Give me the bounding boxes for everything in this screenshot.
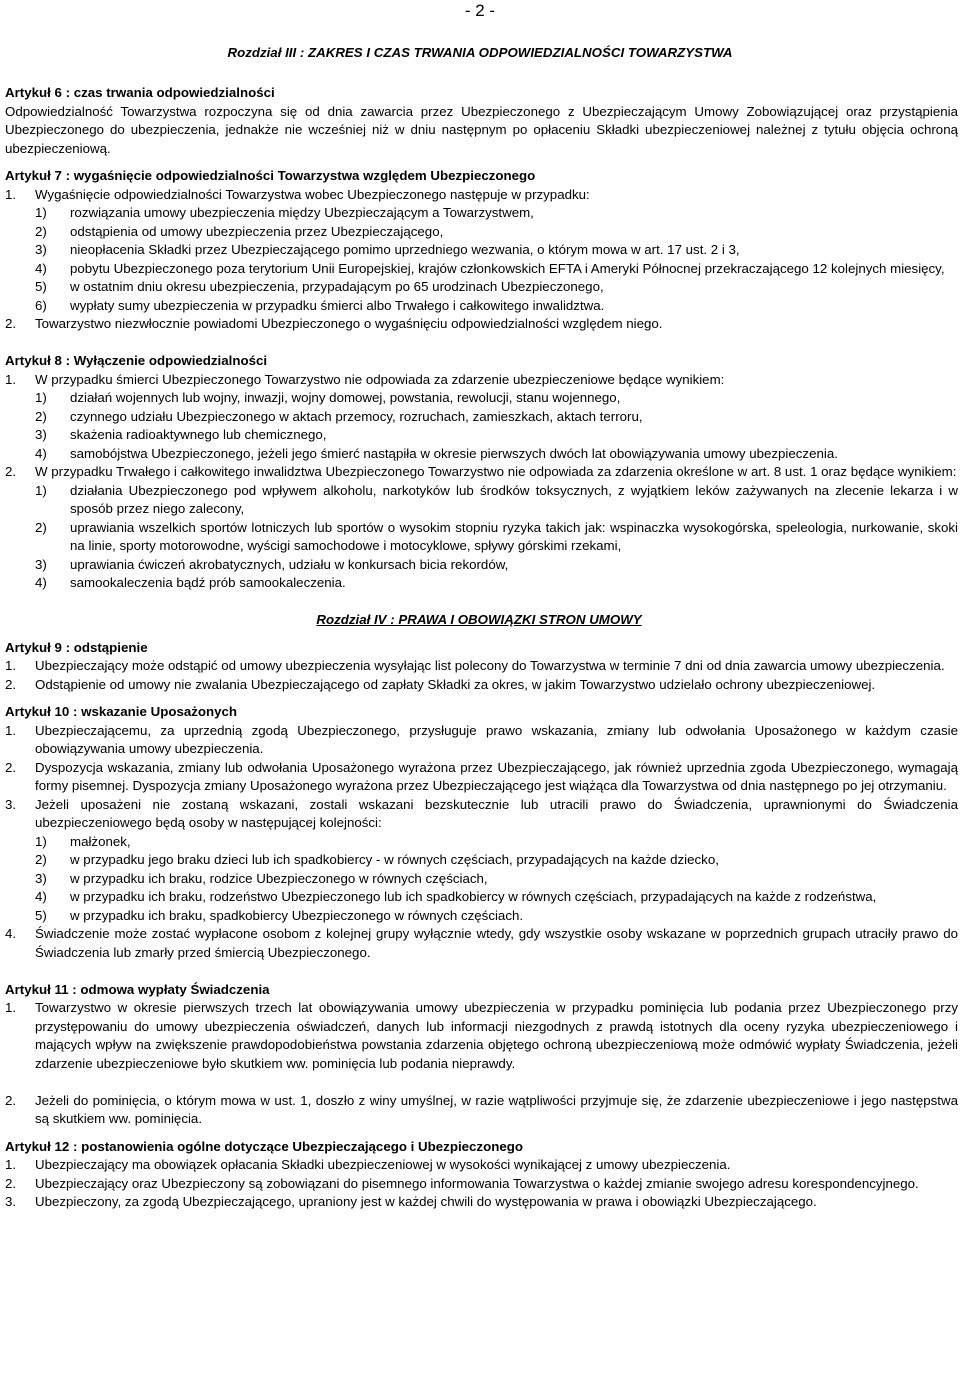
para-text: W przypadku Trwałego i całkowitego inwalidztwa Ubezpieczonego Towarzystwo nie odpowiada za zdarzenia określone w art. 8 ust. 1 oraz będące wynikiem: bbox=[35, 464, 957, 479]
para-number: 2. bbox=[5, 464, 17, 479]
para-text: W przypadku śmierci Ubezpieczonego Towarzystwo nie odpowiada za zdarzenie ubezpieczeniowe będące wynikiem: bbox=[35, 371, 725, 387]
article-12-para-3 bbox=[5, 1193, 958, 1212]
para-number: 1. bbox=[5, 1000, 17, 1015]
list-item bbox=[35, 833, 958, 852]
para-number: 3. bbox=[5, 1194, 17, 1209]
article-10-title: Artykuł 10 : wskazanie Uposażonych bbox=[5, 704, 238, 719]
item-text: uprawiania ćwiczeń akrobatycznych, udziału w konkursach bicia rekordów, bbox=[70, 556, 509, 572]
para-text: Odstąpienie od umowy nie zwalania Ubezpieczającego od zapłaty Składki za okres, w jakim Towarzystwo udzielało ochrony ubezpieczeniowej. bbox=[35, 676, 876, 692]
item-number: 5) bbox=[35, 907, 47, 923]
item-text: odstąpienia od umowy ubezpieczenia przez Ubezpieczającego, bbox=[70, 223, 444, 239]
item-number: 1) bbox=[35, 205, 47, 220]
list-item bbox=[35, 389, 958, 408]
para-text: Jeżeli do pominięcia, o którym mowa w ust. 1, doszło z winy umyślnej, w razie wątpliwości przyjmuje się, że zdarzenie ubezpieczeniowe i jego następstwa są skutkiem ww. pominięcia. bbox=[35, 1092, 958, 1126]
para-text: Wygaśnięcie odpowiedzialności Towarzystwa wobec Ubezpieczonego następuje w przypadku: bbox=[35, 186, 590, 202]
list-item bbox=[35, 260, 958, 279]
para-number: 1. bbox=[5, 1157, 17, 1172]
item-text: małżonek, bbox=[70, 833, 131, 849]
para-number: 1. bbox=[5, 722, 17, 738]
para-number: 2. bbox=[5, 759, 17, 775]
para-text: Ubezpieczającemu, za uprzednią zgodą Ubezpieczonego, przysługuje prawo wskazania, zmiany lub odwołania Uposażonego w każdym czasie obowiązywania umowy ubezpieczenia. bbox=[35, 722, 958, 756]
list-item bbox=[35, 426, 958, 445]
list-item bbox=[35, 482, 958, 519]
item-text: działania Ubezpieczonego pod wpływem alkoholu, narkotyków lub środków toksycznych, z wyjątkiem leków zażywanych na zlecenie lekarza i w sposób przez niego zalecony, bbox=[70, 482, 958, 516]
list-item bbox=[35, 241, 958, 260]
list-item bbox=[35, 870, 958, 889]
list-item bbox=[35, 888, 958, 907]
item-text: pobytu Ubezpieczonego poza terytorium Unii Europejskiej, krajów członkowskich EFTA i Ameryki Północnej przekraczającego 12 kolejnych miesięcy, bbox=[70, 260, 945, 276]
para-number: 2. bbox=[5, 1092, 17, 1108]
article-10-para-4 bbox=[5, 925, 958, 962]
item-text: działań wojennych lub wojny, inwazji, wojny domowej, powstania, rewolucji, stanu wojennego, bbox=[70, 390, 621, 405]
item-text: w ostatnim dniu okresu ubezpieczenia, przypadającym po 65 urodzinach Ubezpieczonego, bbox=[70, 279, 604, 294]
article-10-para-1 bbox=[5, 722, 958, 759]
para-number: 2. bbox=[5, 676, 17, 692]
article-6-title: Artykuł 6 : czas trwania odpowiedzialności bbox=[5, 85, 275, 100]
item-number: 1) bbox=[35, 482, 47, 498]
item-number: 2) bbox=[35, 852, 47, 867]
item-text: w przypadku ich braku, spadkobiercy Ubezpieczonego w równych częściach. bbox=[70, 907, 524, 923]
para-number: 1. bbox=[5, 186, 17, 202]
article-8-title: Artykuł 8 : Wyłączenie odpowiedzialności bbox=[5, 353, 268, 368]
item-text: rozwiązania umowy ubezpieczenia między Ubezpieczającym a Towarzystwem, bbox=[70, 205, 534, 220]
article-9-para-1 bbox=[5, 657, 958, 676]
list-item bbox=[35, 204, 958, 223]
article-8-para-1 bbox=[5, 371, 958, 390]
item-number: 1) bbox=[35, 390, 47, 405]
para-number: 1. bbox=[5, 658, 17, 673]
para-text: Ubezpieczony, za zgodą Ubezpieczającego, upraniony jest w każdej chwili do występowania w prawa i obowiązki Ubezpieczającego. bbox=[35, 1194, 817, 1209]
item-text: wypłaty sumy ubezpieczenia w przypadku śmierci albo Trwałego i całkowitego inwalidztwa. bbox=[70, 297, 605, 313]
item-number: 5) bbox=[35, 279, 47, 294]
item-text: nieopłacenia Składki przez Ubezpieczającego pomimo uprzedniego wezwania, o którym mowa w art. 17 ust. 2 i 3, bbox=[70, 242, 740, 257]
item-text: uprawiania wszelkich sportów lotniczych lub sportów o wysokim stopniu ryzyka takich jak: wspinaczka wysokogórska, speleologia, nurkowanie, skoki na linie, sporty motorowodne, wyścigi samochodowe i motocyklowe, spływy górskimi rzekami, bbox=[70, 519, 958, 553]
item-number: 3) bbox=[35, 242, 47, 257]
item-number: 2) bbox=[35, 519, 47, 535]
para-text: Towarzystwo niezwłocznie powiadomi Ubezpieczonego o wygaśnięciu odpowiedzialności względem niego. bbox=[35, 316, 663, 331]
item-number: 4) bbox=[35, 889, 47, 904]
item-number: 4) bbox=[35, 575, 47, 590]
article-9-para-2 bbox=[5, 676, 958, 695]
article-6-text: Odpowiedzialność Towarzystwa rozpoczyna się od dnia zawarcia przez Ubezpieczonego z Ubezpieczającym Umowy Zobowiązującej oraz przystąpienia Ubezpieczonego do ubezpieczenia, jednakże nie wcześniej niż w dniu następnym po opłaceniu Składki ubezpieczeniowej należnej z tytułu objęcia ochroną ubezpieczeniową. bbox=[5, 103, 958, 156]
article-7-title: Artykuł 7 : wygaśnięcie odpowiedzialności Towarzystwa względem Ubezpieczonego bbox=[5, 168, 536, 183]
list-item bbox=[35, 445, 958, 464]
item-number: 2) bbox=[35, 223, 47, 239]
para-number: 4. bbox=[5, 926, 17, 941]
para-number: 2. bbox=[5, 316, 17, 331]
list-item bbox=[35, 278, 958, 297]
list-item bbox=[35, 907, 958, 926]
article-11-para-1 bbox=[5, 999, 958, 1073]
item-text: w przypadku ich braku, rodzeństwo Ubezpieczonego lub ich spadkobiercy w równych częściach, przypadających na każde z rodzeństwa, bbox=[70, 889, 877, 904]
article-12-title: Artykuł 12 : postanowienia ogólne dotyczące Ubezpieczającego i Ubezpieczonego bbox=[5, 1138, 523, 1154]
item-text: w przypadku jego braku dzieci lub ich spadkobiercy - w równych częściach, przypadających na każde dziecko, bbox=[70, 852, 719, 867]
list-item bbox=[35, 297, 958, 316]
page-number: - 2 - bbox=[464, 1, 496, 20]
item-number: 2) bbox=[35, 408, 47, 424]
chapter-3-title: Rozdział III : ZAKRES I CZAS TRWANIA ODPOWIEDZIALNOŚCI TOWARZYSTWA bbox=[227, 45, 733, 60]
item-number: 1) bbox=[35, 833, 47, 849]
para-text: Ubezpieczający oraz Ubezpieczony są zobowiązani do pisemnego informowania Towarzystwa o każdej zmianie swojego adresu korespondencyjnego. bbox=[35, 1175, 919, 1191]
item-text: w przypadku ich braku, rodzice Ubezpieczonego w równych częściach, bbox=[70, 870, 488, 886]
para-text: Świadczenie może zostać wypłacone osobom z kolejnej grupy wyłącznie wtedy, gdy wszystkie osoby wskazane w poprzednich grupach utraciły prawo do Świadczenia lub zmarły przed śmiercią Ubezpieczonego. bbox=[35, 926, 958, 960]
article-10-para-2 bbox=[5, 759, 958, 796]
item-number: 3) bbox=[35, 870, 47, 886]
article-8-para-2 bbox=[5, 463, 958, 482]
para-number: 3. bbox=[5, 796, 17, 812]
article-9-title: Artykuł 9 : odstąpienie bbox=[5, 639, 148, 655]
chapter-4-title: Rozdział IV : PRAWA I OBOWIĄZKI STRON UMOWY bbox=[316, 612, 642, 627]
item-number: 3) bbox=[35, 427, 47, 442]
article-10-para-3 bbox=[5, 796, 958, 833]
document-body bbox=[5, 84, 958, 1212]
article-12-para-2 bbox=[5, 1175, 958, 1194]
article-11-title: Artykuł 11 : odmowa wypłaty Świadczenia bbox=[5, 981, 270, 997]
item-text: skażenia radioaktywnego lub chemicznego, bbox=[70, 427, 327, 442]
list-item bbox=[35, 408, 958, 427]
para-number: 1. bbox=[5, 371, 17, 387]
item-number: 4) bbox=[35, 260, 47, 276]
item-number: 4) bbox=[35, 445, 47, 461]
list-item bbox=[35, 556, 958, 575]
para-text: Dyspozycja wskazania, zmiany lub odwołania Uposażonego wyrażona przez Ubezpieczającego, jak również uprzednia zgoda Ubezpieczonego, wymagają formy pisemnej. Dyspozycja zmiany Uposażonego wyrażona przez Ubezpieczającego jest wiążąca dla Towarzystwa od dnia następnego po jej otrzymaniu. bbox=[35, 759, 958, 793]
list-item bbox=[35, 519, 958, 556]
article-12-para-1 bbox=[5, 1156, 958, 1175]
para-text: Ubezpieczający może odstąpić od umowy ubezpieczenia wysyłając list polecony do Towarzystwa w terminie 7 dni od dnia zawarcia umowy ubezpieczenia. bbox=[35, 658, 945, 673]
para-text: Jeżeli uposażeni nie zostaną wskazani, zostali wskazani bezskutecznie lub utracili prawo do Świadczenia, uprawnionymi do Świadczenia ubezpieczeniowego będą osoby w następującej kolejności: bbox=[35, 796, 958, 830]
article-11-para-2 bbox=[5, 1092, 958, 1129]
item-text: samobójstwa Ubezpieczonego, jeżeli jego śmierć nastąpiła w okresie pierwszych dwóch lat obowiązywania umowy ubezpieczenia. bbox=[70, 445, 838, 461]
list-item bbox=[35, 223, 958, 242]
article-7-para-1 bbox=[5, 186, 958, 205]
item-number: 6) bbox=[35, 297, 47, 313]
item-number: 3) bbox=[35, 556, 47, 572]
list-item bbox=[35, 851, 958, 870]
item-text: czynnego udziału Ubezpieczonego w aktach przemocy, rozruchach, zamieszkach, aktach terroru, bbox=[70, 408, 643, 424]
list-item bbox=[35, 574, 958, 593]
para-text: Ubezpieczający ma obowiązek opłacania Składki ubezpieczeniowej w wysokości wynikającej z umowy ubezpieczenia. bbox=[35, 1157, 731, 1172]
para-number: 2. bbox=[5, 1175, 17, 1191]
item-text: samookaleczenia bądź prób samookaleczenia. bbox=[70, 575, 346, 590]
article-7-para-2 bbox=[5, 315, 958, 334]
para-text: Towarzystwo w okresie pierwszych trzech lat obowiązywania umowy ubezpieczenia w przypadku pominięcia lub podania przez Ubezpieczonego przy przystępowaniu do umowy ubezpieczenia oświadczeń, danych lub informacji niezgodnych z prawdą istotnych dla oceny ryzyka ubezpieczeniowego i mających wpływ na zwiększenie prawdopodobieństwa powstania zdarzenia objętego ochroną ubezpieczeniową może odmówić wypłaty Świadczenia, jeżeli zdarzenie ubezpieczeniowe było skutkiem ww. pominięcia lub podania nieprawdy. bbox=[35, 1000, 958, 1071]
